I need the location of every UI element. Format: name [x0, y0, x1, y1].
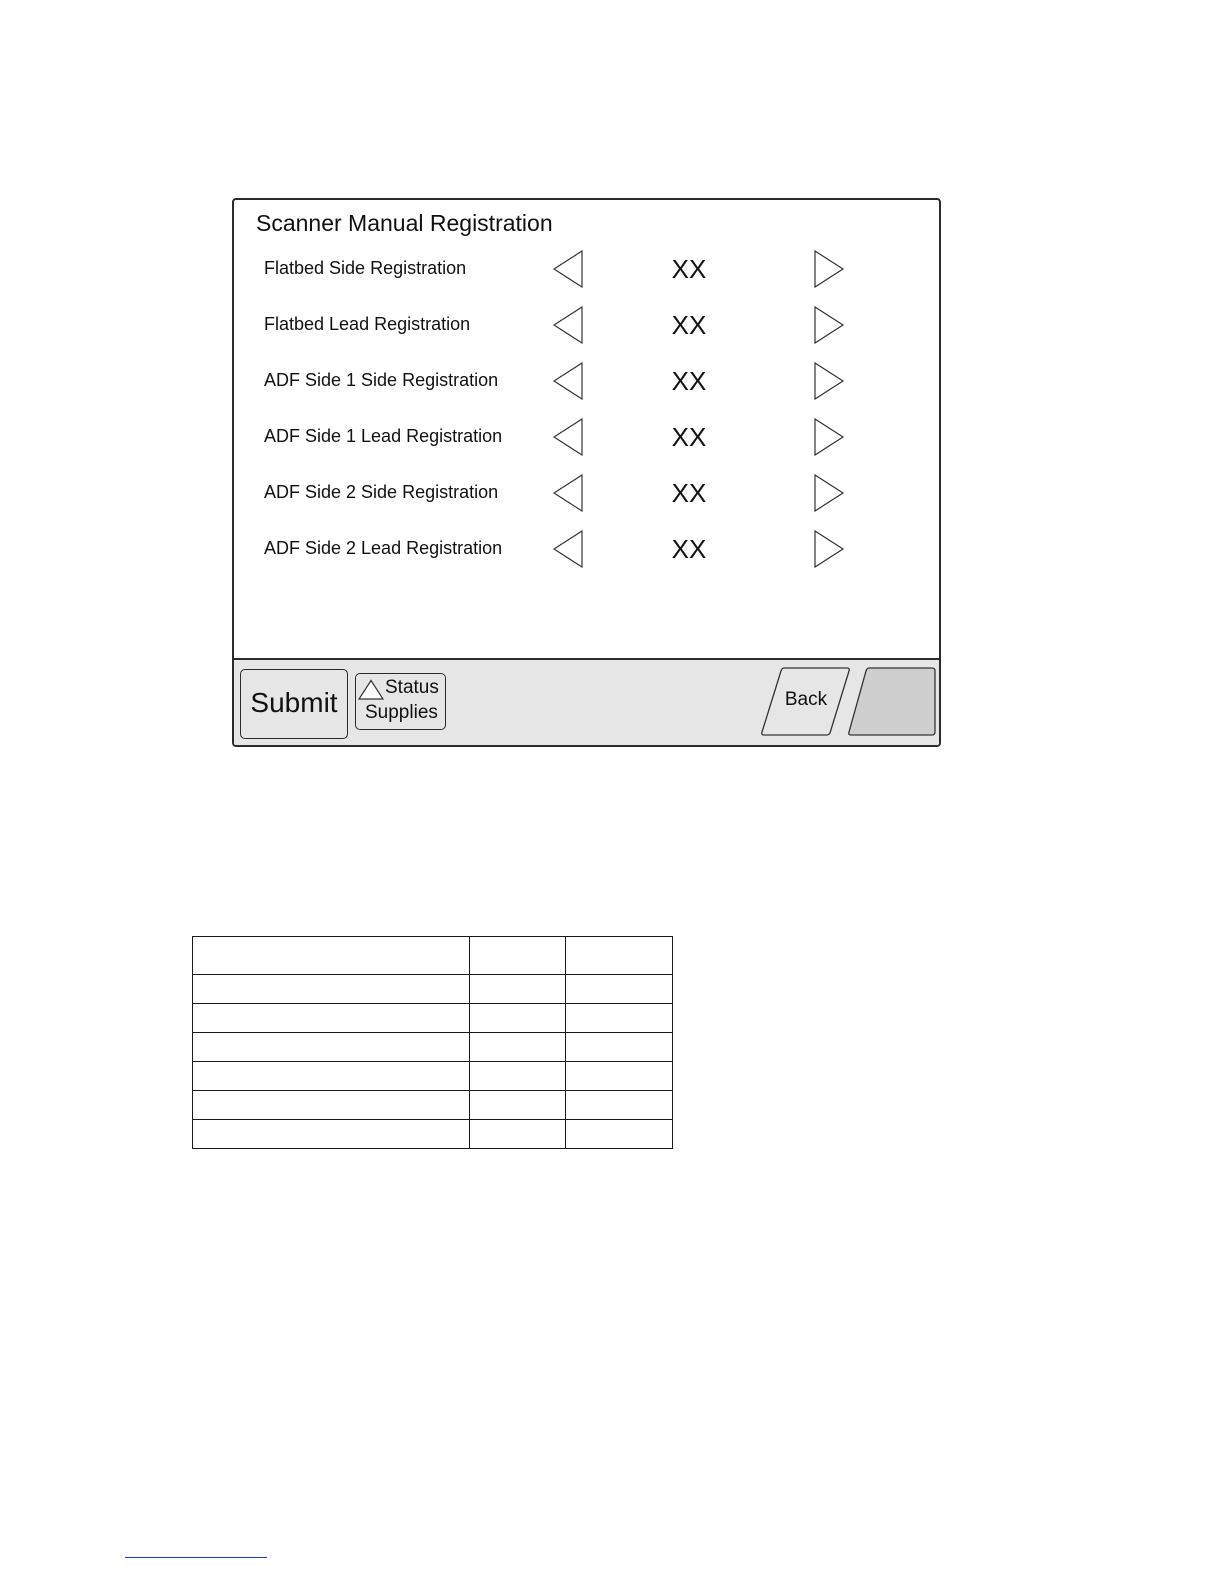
status-label: Status [385, 677, 439, 698]
table-cell [565, 1033, 672, 1062]
table-cell [193, 1120, 470, 1149]
table-row [193, 975, 673, 1004]
left-arrow-icon[interactable] [552, 529, 586, 569]
table-row [193, 1120, 673, 1149]
setting-value: XX [671, 366, 707, 396]
left-arrow-icon[interactable] [552, 361, 586, 401]
table-cell [469, 1062, 565, 1091]
left-arrow-icon[interactable] [552, 417, 586, 457]
table-cell [565, 937, 672, 975]
table-row [193, 1091, 673, 1120]
setting-value: XX [671, 422, 707, 452]
setting-label: ADF Side 2 Lead Registration [264, 538, 503, 558]
warning-triangle-icon [358, 679, 384, 700]
table-header-row [193, 937, 673, 975]
table-cell [469, 1091, 565, 1120]
setting-label: ADF Side 2 Side Registration [264, 482, 499, 502]
table-cell [469, 1004, 565, 1033]
right-arrow-icon[interactable] [812, 417, 846, 457]
setting-value: XX [671, 478, 707, 508]
scanner-registration-screen [232, 198, 941, 747]
setting-row-adf-side2-side [234, 471, 939, 515]
table-cell [193, 1091, 470, 1120]
footnote-divider [125, 1557, 267, 1558]
setting-value: XX [671, 310, 707, 340]
left-arrow-icon[interactable] [552, 305, 586, 345]
right-arrow-icon[interactable] [812, 361, 846, 401]
setting-label: Flatbed Side Registration [264, 258, 467, 278]
supplies-label: Supplies [365, 702, 438, 723]
setting-row-adf-side1-side [234, 359, 939, 403]
table-row [193, 1033, 673, 1062]
right-arrow-icon[interactable] [812, 305, 846, 345]
setting-row-adf-side1-lead [234, 415, 939, 459]
blank-nav-button[interactable] [847, 665, 937, 737]
empty-table [192, 936, 673, 1149]
setting-value: XX [671, 254, 707, 284]
table-row [193, 1004, 673, 1033]
left-arrow-icon[interactable] [552, 249, 586, 289]
setting-value: XX [671, 534, 707, 564]
submit-button[interactable]: Submit [240, 669, 348, 739]
screen-title: Scanner Manual Registration [256, 210, 553, 236]
setting-label: ADF Side 1 Side Registration [264, 370, 499, 390]
table-cell [565, 1091, 672, 1120]
setting-label: ADF Side 1 Lead Registration [264, 426, 503, 446]
table-cell [565, 975, 672, 1004]
table-cell [469, 1120, 565, 1149]
left-arrow-icon[interactable] [552, 473, 586, 513]
right-arrow-icon[interactable] [812, 249, 846, 289]
setting-label: Flatbed Lead Registration [264, 314, 471, 334]
table-cell [193, 1062, 470, 1091]
right-arrow-icon[interactable] [812, 529, 846, 569]
setting-row-adf-side2-lead [234, 527, 939, 571]
setting-row-flatbed-side [234, 247, 939, 291]
table-row [193, 1062, 673, 1091]
table-cell [469, 1033, 565, 1062]
table-cell [193, 1004, 470, 1033]
status-supplies-button[interactable] [355, 673, 446, 730]
table-cell [193, 937, 470, 975]
table-cell [565, 1004, 672, 1033]
right-arrow-icon[interactable] [812, 473, 846, 513]
back-button[interactable] [760, 665, 852, 737]
table-cell [193, 975, 470, 1004]
button-bar [234, 658, 939, 745]
table-cell [565, 1120, 672, 1149]
table-cell [469, 975, 565, 1004]
table-cell [469, 937, 565, 975]
back-label: Back [784, 689, 828, 710]
setting-row-flatbed-lead [234, 303, 939, 347]
table-cell [193, 1033, 470, 1062]
table-cell [565, 1062, 672, 1091]
